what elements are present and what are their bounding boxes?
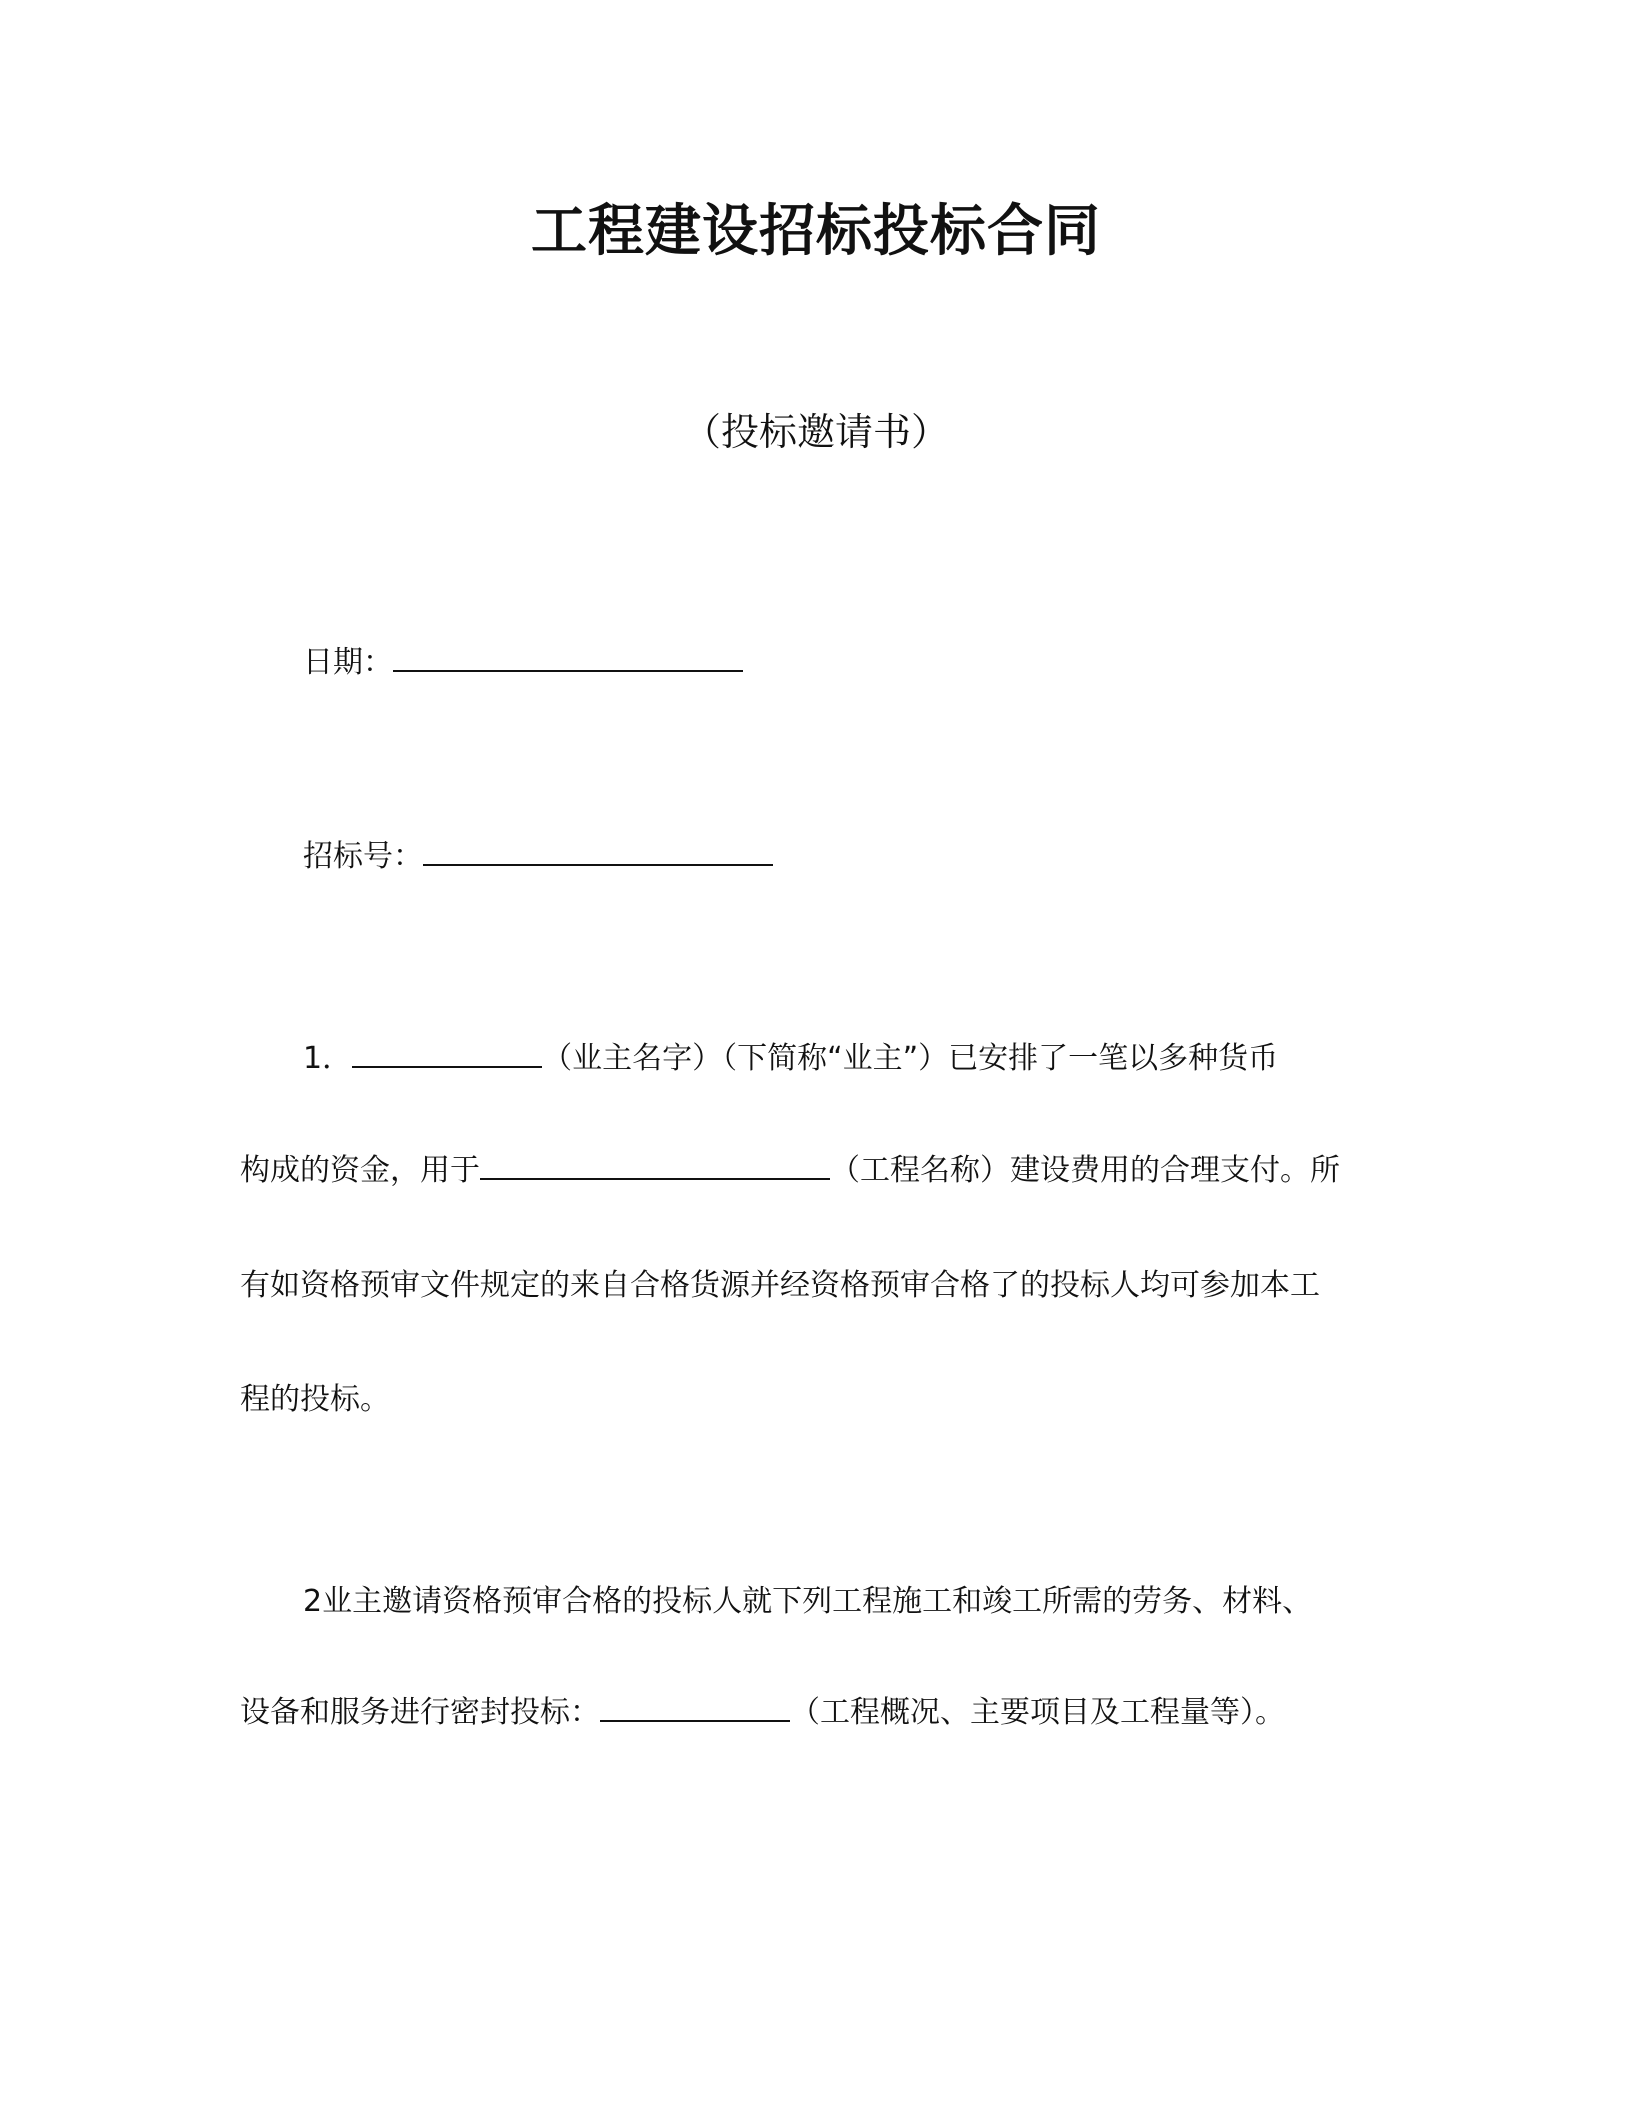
date-blank: [393, 640, 743, 672]
para1-line2-text-a: 构成的资金，用于: [240, 1153, 480, 1188]
date-line: [303, 640, 743, 685]
para1-line1-text: （业主名字）（下简称“业主”）已安排了一笔以多种货币: [542, 1041, 1279, 1076]
para1-number: 1．: [303, 1041, 353, 1076]
para1-line1: [303, 1036, 1278, 1081]
para1-line4: 程的投标。: [240, 1382, 390, 1417]
date-label: 日期：: [303, 645, 393, 680]
project-name-blank: [480, 1148, 830, 1180]
para2-line2-text-a: 设备和服务进行密封投标：: [240, 1695, 600, 1730]
project-overview-blank: [600, 1690, 790, 1722]
bid-number-label: 招标号：: [303, 839, 423, 874]
para1-line2-text-b: （工程名称）建设费用的合理支付。所: [830, 1153, 1340, 1188]
owner-name-blank: [352, 1036, 542, 1068]
para2-line2: [240, 1690, 1285, 1735]
bid-number-blank: [423, 834, 773, 866]
para1-line3: 有如资格预审文件规定的来自合格货源并经资格预审合格了的投标人均可参加本工: [240, 1268, 1320, 1303]
para1-line2: [240, 1148, 1340, 1193]
document-title: 工程建设招标投标合同: [531, 199, 1101, 264]
bid-number-line: [303, 834, 773, 879]
para2-line2-text-b: （工程概况、主要项目及工程量等）。: [790, 1695, 1285, 1730]
document-subtitle: （投标邀请书）: [682, 410, 949, 454]
para2-line1: 2业主邀请资格预审合格的投标人就下列工程施工和竣工所需的劳务、材料、: [303, 1584, 1313, 1619]
